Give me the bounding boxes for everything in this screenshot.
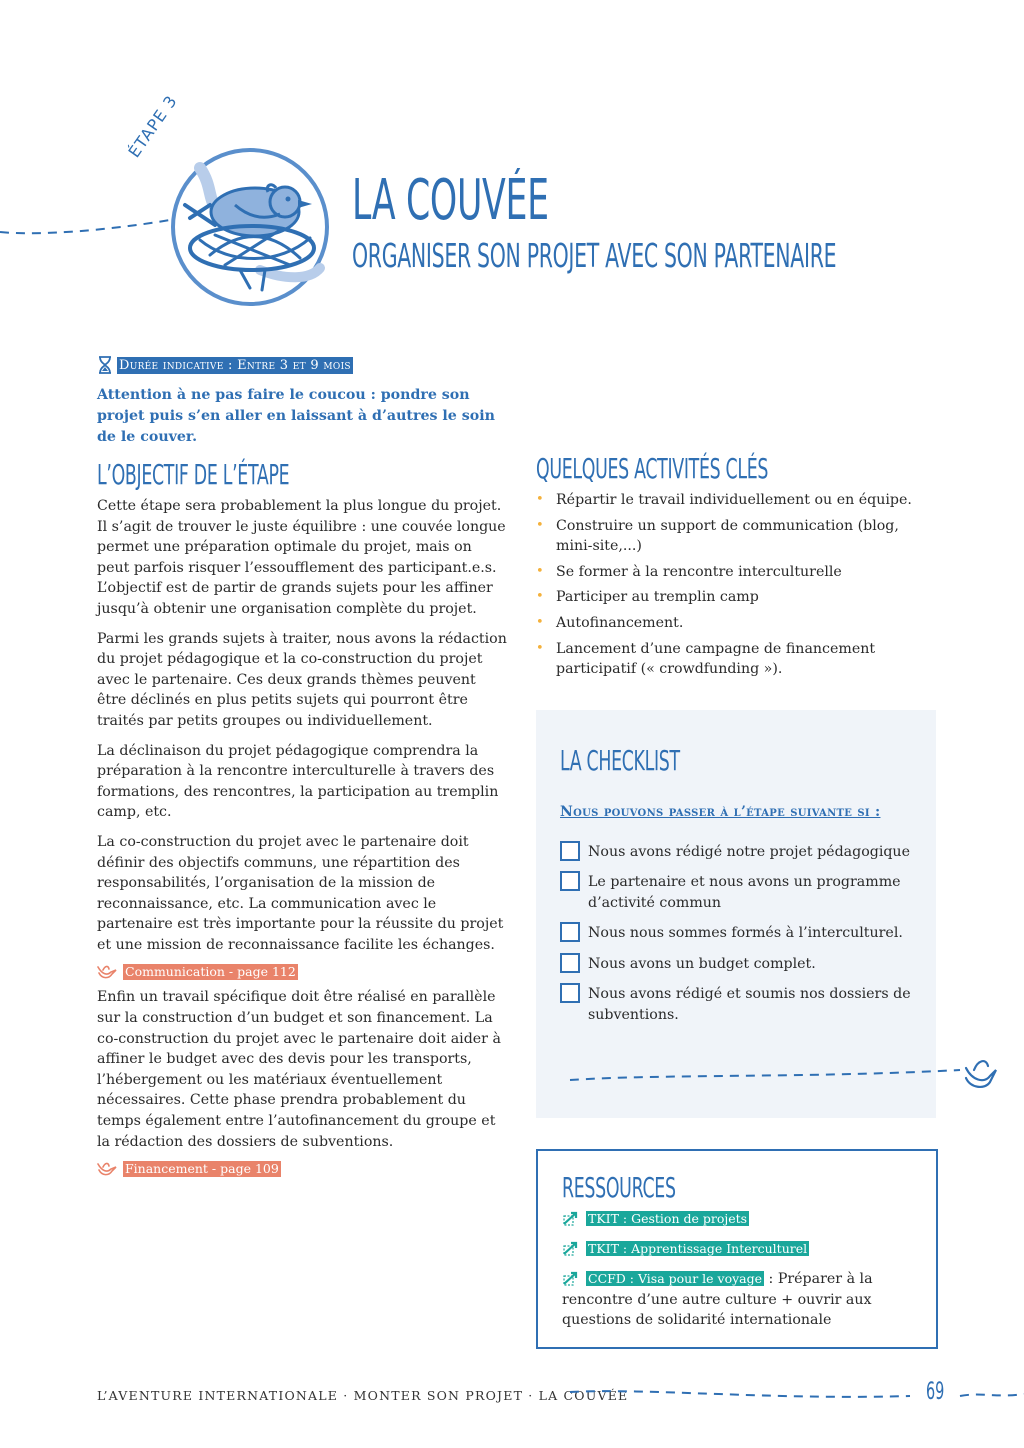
footer-text: L’AVENTURE INTERNATIONALE · MONTER SON PROJET · LA COUVÉE [97,1388,629,1403]
list-item: • Répartir le travail individuellement ou en équipe. [536,490,936,511]
dashed-divider [560,1050,1024,1090]
footer-dashed-line [570,1382,1024,1412]
arrow-cursor-icon [562,1240,582,1256]
list-item: • Lancement d’une campagne de financement participatif (« crowdfunding »). [536,640,876,678]
warning-text: Attention à ne pas faire le coucou : pondre son projet puis s’en aller en laissant à d’autres le soin de le couver. [97,387,495,445]
objective-paragraph: La déclinaison du projet pédagogique comprendra la préparation à la rencontre interculturelle à travers des formations, des rencontres, la participation au tremplin camp, etc. [97,742,499,821]
bullet-icon: • [536,614,544,630]
objective-paragraph: Cette étape sera probablement la plus longue du projet. Il s’agit de trouver le juste équilibre : une couvée longue permet une préparation optimale du projet, mais on peut parfois risquer l’essoufflement des participant.e.s. L’objectif est de partir de grands sujets pour les affiner jusqu’à obtenir une organisation complète du projet. [97,498,506,617]
objective-paragraph: Parmi les grands sujets à traiter, nous avons la rédaction du projet pédagogique et la co-construction du projet avec le partenaire. Ces deux grands thèmes peuvent être déclinés en plus petits sujets qui pourront être traités par petits groupes ou individuellement. [97,630,507,729]
resource-item[interactable]: CCFD : Visa pour le voyage : Préparer à la rencontre d’une autre culture + ouvrir aux questions de solidarité internationale [562,1271,873,1329]
reference-link-financement[interactable] [97,1161,507,1177]
checkbox[interactable] [560,841,580,861]
checkbox[interactable] [560,953,580,973]
reference-label: Communication - page 112 [125,964,296,980]
checklist-item[interactable]: Nous avons rédigé et soumis nos dossiers de subventions. [560,984,920,1025]
arrow-cursor-icon [562,1270,582,1286]
checklist-item[interactable]: Le partenaire et nous avons un programme d’activité commun [560,872,920,913]
activities-title: QUELQUES ACTIVITÉS CLÉS [536,452,769,485]
resources-title: RESSOURCES [562,1171,676,1204]
checklist-item[interactable]: Nous avons un budget complet. [560,954,920,975]
resource-link[interactable]: TKIT : Gestion de projets [588,1211,748,1226]
activities-list [536,490,936,680]
bullet-icon: • [536,640,544,656]
checklist-title: LA CHECKLIST [560,744,680,777]
arrow-cursor-icon [562,1210,582,1226]
resource-link[interactable]: TKIT : Apprentissage Interculturel [588,1241,808,1256]
checkbox[interactable] [560,922,580,942]
bird-icon [97,964,117,980]
objective-section [97,458,507,1184]
step-label: ÉTAPE 3 [124,91,182,161]
objective-paragraph: Enfin un travail spécifique doit être réalisé en parallèle sur la construction d’un budget et son financement. La co-construction du projet avec le partenaire doit aider à affiner le budget avec des devis pour les transports, l’hébergement ou les matériaux éventuellement nécessaires. Cette phase prendra probablement du temps également entre l’autofinancement du groupe et la rédaction des dossiers de subventions. [97,989,501,1150]
page-number: 69 [926,1377,945,1405]
checklist-item[interactable]: Nous nous sommes formés à l’interculturel. [560,923,920,944]
hourglass-icon [97,356,113,374]
resource-item[interactable] [562,1209,922,1230]
bird-nest-icon [173,150,327,304]
bullet-icon: • [536,563,544,579]
bullet-icon: • [536,517,544,533]
objective-paragraph: La co-construction du projet avec le partenaire doit définir des objectifs communs, une répartition des responsabilités, l’organisation de la mission de reconnaissance, etc. La communication avec le partenaire est très importante pour la réussite du projet et une mission de reconnaissance facilite les échanges. [97,833,504,953]
resource-item[interactable] [562,1239,922,1260]
list-item: • Construire un support de communication (blog, mini-site,...) [536,517,899,555]
duration-text: Durée indicative : Entre 3 et 9 mois [119,357,351,373]
resource-link[interactable]: CCFD : Visa pour le voyage [588,1271,763,1286]
page-subtitle: ORGANISER SON PROJET AVEC SON PARTENAIRE [352,236,837,275]
reference-label: Financement - page 109 [125,1161,279,1177]
list-item: • Se former à la rencontre interculturelle [536,562,936,583]
list-item: • Participer au tremplin camp [536,587,936,608]
checklist-condition: Nous pouvons passer à l’étape suivante si : [560,804,881,820]
resources-box [536,1149,938,1349]
reference-link-communication[interactable] [97,964,507,980]
checkbox[interactable] [560,871,580,891]
bird-icon [97,1161,117,1177]
bullet-icon: • [536,492,544,507]
list-item: • Autofinancement. [536,613,936,634]
bullet-icon: • [536,589,544,605]
duration-badge [97,356,353,374]
page-title: LA COUVÉE [352,168,549,233]
objective-title: L’OBJECTIF DE L’ÉTAPE [97,458,290,491]
bird-icon [966,1061,996,1087]
checkbox[interactable] [560,983,580,1003]
activities-section [536,452,936,685]
checklist-item[interactable]: Nous avons rédigé notre projet pédagogique [560,842,920,863]
